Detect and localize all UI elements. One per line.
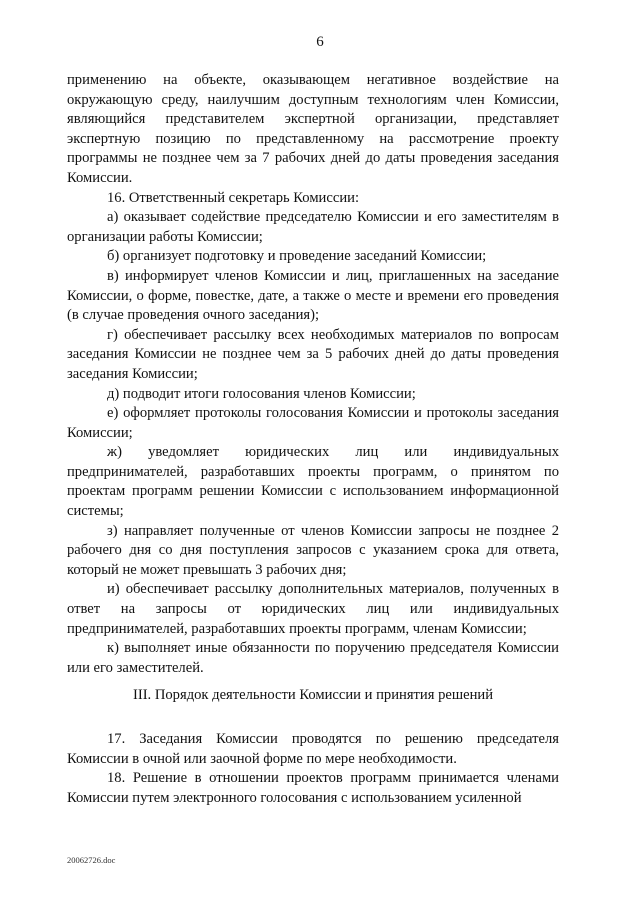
paragraph-item-16: 16. Ответственный секретарь Комиссии: — [107, 189, 359, 206]
paragraph-item-b: б) организует подготовку и проведение заседаний Комиссии; — [107, 248, 487, 265]
paragraph-item-d: д) подводит итоги голосования членов Комиссии; — [107, 385, 416, 402]
paragraph-item-k: к) выполняет иные обязанности по поручению председателя Комиссии или его заместителей. — [67, 640, 559, 676]
paragraph-item-g: г) обеспечивает рассылку всех необходимых материалов по вопросам заседания Комиссии не позднее чем за 5 рабочих дней до даты проведения заседания Комиссии; — [67, 326, 559, 382]
section-heading: III. Порядок деятельности Комиссии и принятия решений — [132, 687, 494, 703]
paragraph-item-17: 17. Заседания Комиссии проводятся по решению председателя Комиссии в очной или заочной форме по мере необходимости. — [67, 731, 559, 767]
paragraph-item-z: з) направляет полученные от членов Комиссии запросы не позднее 2 рабочего дня со дня поступления запросов с указанием срока для ответа, который не может превышать 3 рабочих дня; — [67, 522, 559, 578]
paragraph-item-a: а) оказывает содействие председателю Комиссии и его заместителям в организации работы Комиссии; — [67, 209, 559, 245]
paragraph-item-18: 18. Решение в отношении проектов программ принимается членами Комиссии путем электронного голосования с использованием усиленной — [67, 770, 559, 806]
paragraph-continuation: применению на объекте, оказывающем негативное воздействие на окружающую среду, наилучшим доступным технологиям член Комиссии, являющийся представителем экспертной организации, представляет экспертную позицию по представленному на рассмотрение проекту программы не позднее чем за 7 рабочих дней до даты проведения заседания Комиссии. — [67, 72, 559, 186]
document-body-section-3 — [67, 730, 559, 808]
footer-filename: 20062726.doc — [67, 855, 116, 865]
paragraph-item-zh: ж) уведомляет юридических лиц или индивидуальных предпринимателей, разработавших проекты программ, о принятом по проектам программ решении Комиссии с использованием информационной системы; — [67, 444, 559, 520]
document-body — [67, 71, 559, 678]
page-number: 6 — [316, 34, 324, 50]
paragraph-item-e: е) оформляет протоколы голосования Комиссии и протоколы заседания Комиссии; — [67, 405, 559, 441]
paragraph-item-v: в) информирует членов Комиссии и лиц, приглашенных на заседание Комиссии, о форме, повестке, дате, а также о месте и времени его проведения (в случае проведения очного заседания); — [67, 267, 559, 324]
paragraph-item-i: и) обеспечивает рассылку дополнительных материалов, полученных в ответ на запросы от юридических лиц или индивидуальных предпринимателей, разработавших проекты программ, членам Комиссии; — [67, 581, 559, 637]
